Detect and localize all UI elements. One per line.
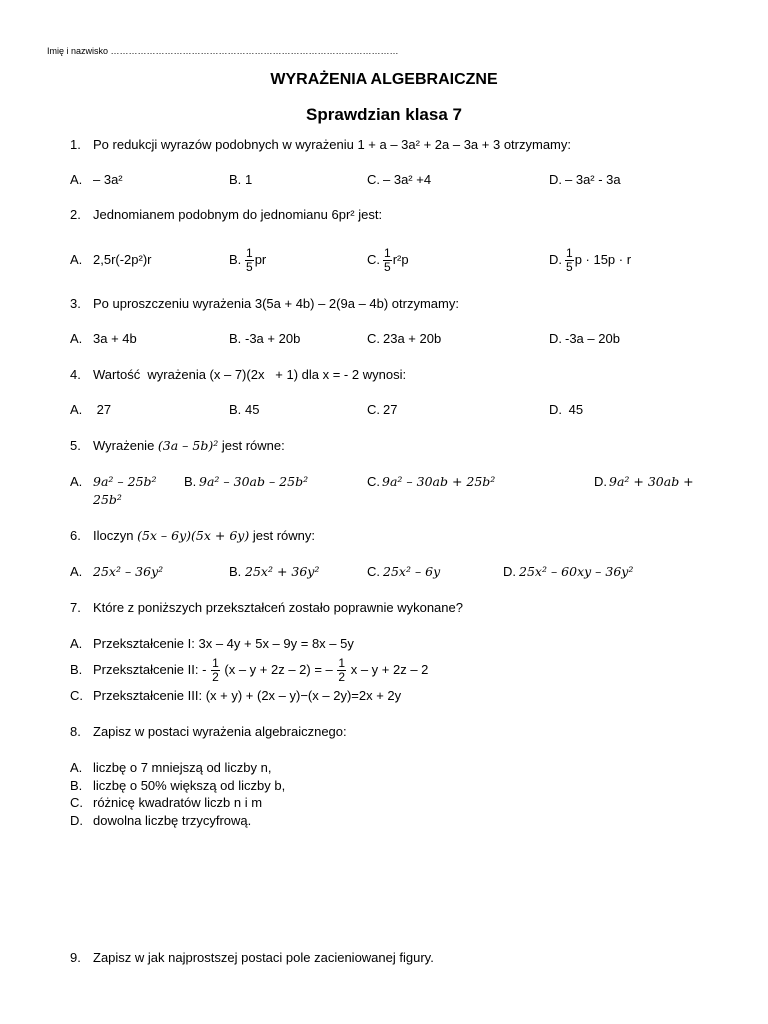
question-5-text bbox=[93, 438, 285, 454]
q6-option-a: 25x² – 36y² bbox=[93, 564, 164, 579]
q5-option-d: 9a² + 30ab + bbox=[609, 474, 694, 489]
q5-option-d-letter: D. bbox=[594, 474, 607, 489]
q2-option-c-rest: r²p bbox=[392, 252, 409, 267]
q6-option-c: 25x² – 6y bbox=[383, 564, 441, 579]
q2-option-d-rest: p · 15p · r bbox=[574, 252, 632, 267]
question-5-number: 5. bbox=[70, 438, 81, 453]
fraction-numerator: 1 bbox=[566, 246, 573, 261]
q1-option-d: – 3a² - 3a bbox=[565, 172, 621, 187]
question-6-expression: (5x – 6y)(5x + 6y) bbox=[137, 528, 250, 543]
q5-option-b: 9a² – 30ab – 25b² bbox=[199, 474, 309, 489]
fraction-numerator: 1 bbox=[384, 246, 391, 261]
q6-option-b-letter: B. bbox=[229, 564, 242, 579]
q7-option-a-letter: A. bbox=[70, 636, 83, 651]
q4-option-a-letter: A. bbox=[70, 402, 83, 417]
q2-option-b-letter: B. bbox=[229, 252, 242, 267]
question-4-number: 4. bbox=[70, 367, 81, 382]
q8-option-d: dowolna liczbę trzycyfrową. bbox=[93, 813, 252, 828]
q4-option-c-letter: C. bbox=[367, 402, 380, 417]
question-6-number: 6. bbox=[70, 528, 81, 543]
question-6-text-post: jest równy: bbox=[249, 528, 315, 543]
fraction bbox=[565, 247, 574, 274]
question-7-text: Które z poniższych przekształceń zostało poprawnie wykonane? bbox=[93, 600, 463, 615]
q4-option-d: 45 bbox=[565, 402, 584, 417]
q6-option-a-letter: A. bbox=[70, 564, 83, 579]
q4-option-a: 27 bbox=[93, 402, 112, 417]
q6-option-b: 25x² + 36y² bbox=[245, 564, 320, 579]
q2-option-c bbox=[382, 240, 409, 280]
question-4-text: Wartość wyrażenia (x – 7)(2x + 1) dla x = - 2 wynosi: bbox=[93, 367, 407, 382]
q7-option-c-letter: C. bbox=[70, 688, 83, 703]
q8-option-c-letter: C. bbox=[70, 795, 83, 810]
q1-option-b: 1 bbox=[245, 172, 253, 187]
question-9-text: Zapisz w jak najprostszej postaci pole zacieniowanej figury. bbox=[93, 950, 434, 965]
q3-option-a-letter: A. bbox=[70, 331, 83, 346]
fraction-numerator: 1 bbox=[212, 656, 219, 671]
page-subtitle: Sprawdzian klasa 7 bbox=[306, 105, 462, 124]
student-name-line: Imię i nazwisko …………………………………………………………………………………… bbox=[47, 46, 399, 56]
q7-option-c: Przekształcenie III: (x + y) + (2x – y)−(x – 2y)=2x + 2y bbox=[93, 688, 402, 703]
q7-option-a: Przekształcenie I: 3x – 4y + 5x – 9y = 8x – 5y bbox=[93, 636, 354, 651]
q1-option-d-letter: D. bbox=[549, 172, 562, 187]
answer-space bbox=[60, 840, 708, 940]
q4-option-b-letter: B. bbox=[229, 402, 242, 417]
question-3-text: Po uproszczeniu wyrażenia 3(5a + 4b) – 2(9a – 4b) otrzymamy: bbox=[93, 296, 459, 311]
fraction-denominator: 5 bbox=[246, 260, 253, 275]
q5-option-a: 9a² – 25b² bbox=[93, 474, 157, 489]
question-6-text-pre: Iloczyn bbox=[93, 528, 138, 543]
q7-option-b-pre: Przekształcenie II: - bbox=[93, 662, 207, 677]
fraction-denominator: 5 bbox=[384, 260, 391, 275]
q5-option-b-letter: B. bbox=[184, 474, 197, 489]
q8-option-b-letter: B. bbox=[70, 778, 83, 793]
q3-option-c-letter: C. bbox=[367, 331, 380, 346]
q2-option-a: 2,5r(-2p²)r bbox=[93, 252, 152, 267]
q6-option-d-letter: D. bbox=[503, 564, 516, 579]
q3-option-d-letter: D. bbox=[549, 331, 562, 346]
q2-option-b-rest: pr bbox=[254, 252, 267, 267]
fraction bbox=[211, 657, 220, 684]
fraction-denominator: 2 bbox=[338, 670, 346, 685]
q3-option-b: -3a + 20b bbox=[245, 331, 301, 346]
q1-option-c-letter: C. bbox=[367, 172, 380, 187]
q3-option-b-letter: B. bbox=[229, 331, 242, 346]
q4-option-b: 45 bbox=[245, 402, 260, 417]
q1-option-c: – 3a² +4 bbox=[383, 172, 432, 187]
q1-option-a: – 3a² bbox=[93, 172, 123, 187]
q4-option-d-letter: D. bbox=[549, 402, 562, 417]
q7-option-b bbox=[93, 650, 428, 690]
q5-option-c: 9a² – 30ab + 25b² bbox=[382, 474, 496, 489]
q4-option-c: 27 bbox=[383, 402, 398, 417]
q5-option-a-letter: A. bbox=[70, 474, 83, 489]
q2-option-d bbox=[564, 240, 631, 280]
q8-option-b: liczbę o 50% większą od liczby b, bbox=[93, 778, 286, 793]
q5-option-c-letter: C. bbox=[367, 474, 380, 489]
fraction-denominator: 5 bbox=[566, 260, 573, 275]
q2-option-c-letter: C. bbox=[367, 252, 380, 267]
fraction bbox=[337, 657, 346, 684]
fraction-numerator: 1 bbox=[246, 246, 253, 261]
q8-option-d-letter: D. bbox=[70, 813, 83, 828]
q7-option-b-letter: B. bbox=[70, 662, 83, 677]
question-6-text bbox=[93, 528, 315, 544]
question-9-number: 9. bbox=[70, 950, 81, 965]
question-8-number: 8. bbox=[70, 724, 81, 739]
question-2-number: 2. bbox=[70, 207, 81, 222]
q8-option-a-letter: A. bbox=[70, 760, 83, 775]
q3-option-c: 23a + 20b bbox=[383, 331, 442, 346]
q2-option-a-letter: A. bbox=[70, 252, 83, 267]
q8-option-a: liczbę o 7 mniejszą od liczby n, bbox=[93, 760, 272, 775]
fraction bbox=[245, 247, 254, 274]
question-5-text-post: jest równe: bbox=[218, 438, 285, 453]
question-2-text: Jednomianem podobnym do jednomianu 6pr² jest: bbox=[93, 207, 383, 222]
page-title: WYRAŻENIA ALGEBRAICZNE bbox=[270, 71, 498, 88]
q2-option-b bbox=[244, 240, 266, 280]
question-1-number: 1. bbox=[70, 137, 81, 152]
q6-option-d: 25x² – 60xy – 36y² bbox=[519, 564, 634, 579]
q2-option-d-letter: D. bbox=[549, 252, 562, 267]
q3-option-d: -3a – 20b bbox=[565, 331, 620, 346]
fraction-denominator: 2 bbox=[212, 670, 219, 685]
question-5-expression: (3a – 5b)² bbox=[157, 438, 219, 453]
question-3-number: 3. bbox=[70, 296, 81, 311]
question-5-text-pre: Wyrażenie bbox=[93, 438, 158, 453]
q3-option-a: 3a + 4b bbox=[93, 331, 137, 346]
q8-option-c: różnicę kwadratów liczb n i m bbox=[93, 795, 263, 810]
question-7-number: 7. bbox=[70, 600, 81, 615]
q1-option-b-letter: B. bbox=[229, 172, 242, 187]
q5-option-d-continued: 25b² bbox=[93, 492, 122, 507]
fraction-numerator: 1 bbox=[338, 656, 346, 671]
q1-option-a-letter: A. bbox=[70, 172, 83, 187]
fraction bbox=[383, 247, 392, 274]
q7-option-b-mid: (x – y + 2z – 2) = – bbox=[224, 662, 333, 677]
question-1-text: Po redukcji wyrazów podobnych w wyrażeniu 1 + a – 3a² + 2a – 3a + 3 otrzymamy: bbox=[93, 137, 571, 152]
q7-option-b-post: x – y + 2z – 2 bbox=[350, 662, 429, 677]
question-8-text: Zapisz w postaci wyrażenia algebraicznego: bbox=[93, 724, 347, 739]
q6-option-c-letter: C. bbox=[367, 564, 380, 579]
